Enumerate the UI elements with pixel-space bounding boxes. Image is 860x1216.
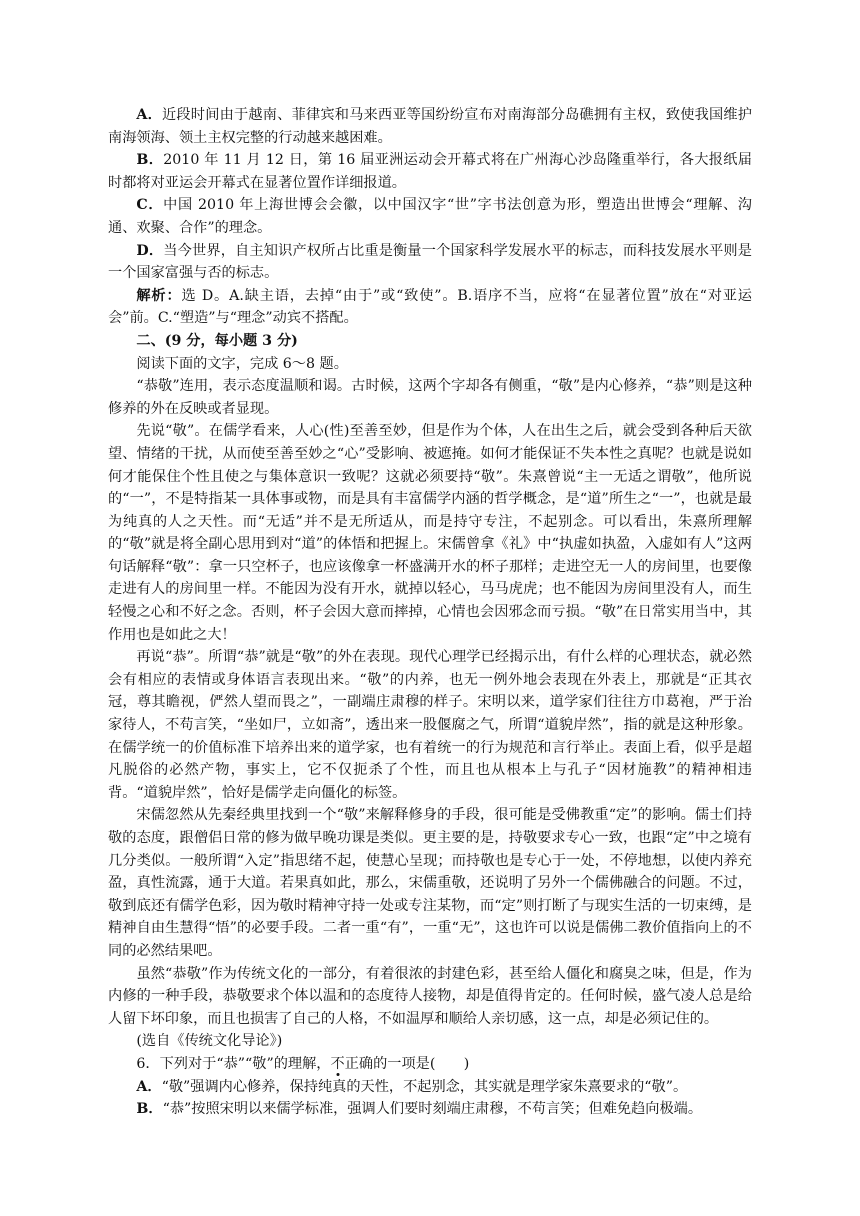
emphasis-dot-char: 不: [330, 1055, 345, 1072]
passage-paragraph-1: “恭敬”连用，表示态度温顺和谒。古时候，这两个字却各有侧重，“敬”是内心修养，“恭”则是这种修养的外在反映或者显现。: [108, 378, 752, 417]
q5-option-b: [108, 149, 752, 194]
option-text: 当今世界，自主知识产权所占比重是衡量一个国家科学发展水平的标志，而科技发展水平则是一个国家富强与否的标志。: [108, 242, 752, 282]
option-text: 2010 年 11 月 12 日，第 16 届亚洲运动会开幕式将在广州海心沙岛隆重举行，各大报纸届时都将对亚运会开幕式在显著位置作详细报道。: [108, 152, 752, 191]
q5-option-c: [108, 194, 752, 239]
section-instruction: 阅读下面的文字，完成 6～8 题。: [136, 355, 348, 372]
reading-passage: [108, 375, 752, 1053]
option-text: 中国 2010 年上海世博会会徽，以中国汉字“世”字书法创意为形，塑造出世博会“理解、沟通、欢聚、合作”的理念。: [108, 197, 752, 236]
section-heading: 二、(9 分，每小题 3 分): [136, 332, 298, 349]
option-label: B．: [136, 152, 164, 169]
answer-label: 解析：: [136, 287, 182, 304]
option-text: “恭”按照宋明以来儒学标准，强调人们要时刻端庄肃穆，不苟言笑；但难免趋向极端。: [162, 1101, 703, 1118]
option-label: D．: [136, 242, 164, 259]
passage-paragraph-5: 虽然“恭敬”作为传统文化的一部分，有着很浓的封建色彩，甚至给人僵化和腐臭之味，但是，作为内修的一种手段，恭敬要求个体以温和的态度待人接物，却是值得肯定的。任何时候，盛气凌人总是给人留下坏印象，而且也损害了自己的人格，不如温厚和顺给人亲切感，这一点，却是必须记住的。: [108, 965, 752, 1027]
q5-option-d: [108, 240, 752, 285]
option-label: B．: [136, 1101, 163, 1118]
option-label: A．: [136, 1078, 162, 1095]
q6-stem-before: 6．下列对于“恭”“敬”的理解，: [136, 1055, 331, 1072]
passage-paragraph-4: 宋儒忽然从先秦经典里找到一个“敬”来解释修身的手段，很可能是受佛教重“定”的影响。儒士们持敬的态度，跟僧侣日常的修为做早晚功课是类似。更主要的是，持敬要求专心一致，也跟“定”中之境有几分类似。一般所谓“入定”指思绪不起，使慧心呈现；而持敬也是专心于一处，不停地想，以使内养充盈，真性流露，通于大道。若果真如此，那么，宋儒重敬，还说明了另外一个儒佛融合的问题。不过，敬到底还有儒学色彩，因为敬时精神守持一处或专注某物，而“定”则打断了与现实生活的一切束缚，是精神自由生慧得“悟”的必要手段。二者一重“有”，一重“无”，这也许可以说是儒佛二教价值指向上的不同的必然结果吧。: [108, 807, 752, 959]
q6-option-b: [108, 1098, 752, 1121]
passage-paragraph-2: 先说“敬”。在儒学看来，人心(性)至善至妙，但是作为个体，人在出生之后，就会受到各种后天欲望、情绪的干扰，从而使至善至妙之“心”受影响、被遮掩。如何才能保证不失本性之真呢？也就是说如何才能保住个性且使之与集体意识一致呢？这就必须要持“敬”。朱熹曾说“主一无适之谓敬”，他所说的“一”，不是特指某一具体事或物，而是具有丰富儒学内涵的哲学概念，是“道”所生之“一”，也就是最为纯真的人之天性。而“无适”并不是无所适从，而是持守专注，不起别念。可以看出，朱熹所理解的“敬”就是将全副心思用到对“道”的体悟和把握上。宋儒曾拿《礼》中“执虚如执盈，入虚如有人”这两句话解释“敬”：拿一只空杯子，也应该像拿一杯盛满开水的杯子那样；走进空无一人的房间里，也要像走进有人的房间里一样。不能因为没有开水，就掉以轻心，马马虎虎；也不能因为房间里没有人，而生轻慢之心和不好之念。否则，杯子会因大意而摔掉，心情也会因邪念而亏损。“敬”在日常实用当中，其作用也是如此之大！: [108, 423, 752, 643]
question-6: [108, 1053, 752, 1121]
q6-stem-after: 正确的一项是( ): [344, 1055, 470, 1072]
section-two: [108, 330, 752, 375]
passage-paragraph-3: 再说“恭”。所谓“恭”就是“敬”的外在表现。现代心理学已经揭示出，有什么样的心理状态，就必然会有相应的表情或身体语言表现出来。“敬”的内养，也无一例外地会表现在外表上，那就是“正其衣冠，尊其瞻视，俨然人望而畏之”，一副端庄肃穆的样子。宋明以来，道学家们往往方巾葛袍，严于治家待人，不苟言笑，“坐如尸，立如斋”，透出来一股偃腐之气，所谓“道貌岸然”，指的就是这种形象。在儒学统一的价值标准下培养出来的道学家，也有着统一的行为规范和言行举止。表面上看，似乎是超凡脱俗的必然产物，事实上，它不仅扼杀了个性，而且也从根本上与孔子“因材施教”的精神相违背。“道貌岸然”，恰好是儒学走向僵化的标签。: [108, 649, 752, 801]
q5-options: [108, 104, 752, 330]
option-text: “敬”强调内心修养，保持纯真的天性，不起别念，其实就是理学家朱熹要求的“敬”。: [161, 1078, 688, 1095]
q6-option-a: [108, 1076, 752, 1099]
q5-option-a: [108, 104, 752, 149]
option-label: A．: [136, 107, 163, 123]
passage-source: (选自《传统文化导论》): [136, 1033, 283, 1050]
q6-stem: [108, 1053, 752, 1076]
answer-text: 选 D。A.缺主语，去掉“由于”或“致使”。B.语序不当，应将“在显著位置”放在“对亚运会”前。C.“塑造”与“理念”动宾不搭配。: [108, 287, 752, 327]
option-label: C．: [136, 197, 164, 214]
option-text: 近段时间由于越南、菲律宾和马来西亚等国纷纷宣布对南海部分岛礁拥有主权，致使我国维护南海领海、领土主权完整的行动越来越困难。: [108, 107, 752, 146]
q5-answer: [108, 285, 752, 330]
